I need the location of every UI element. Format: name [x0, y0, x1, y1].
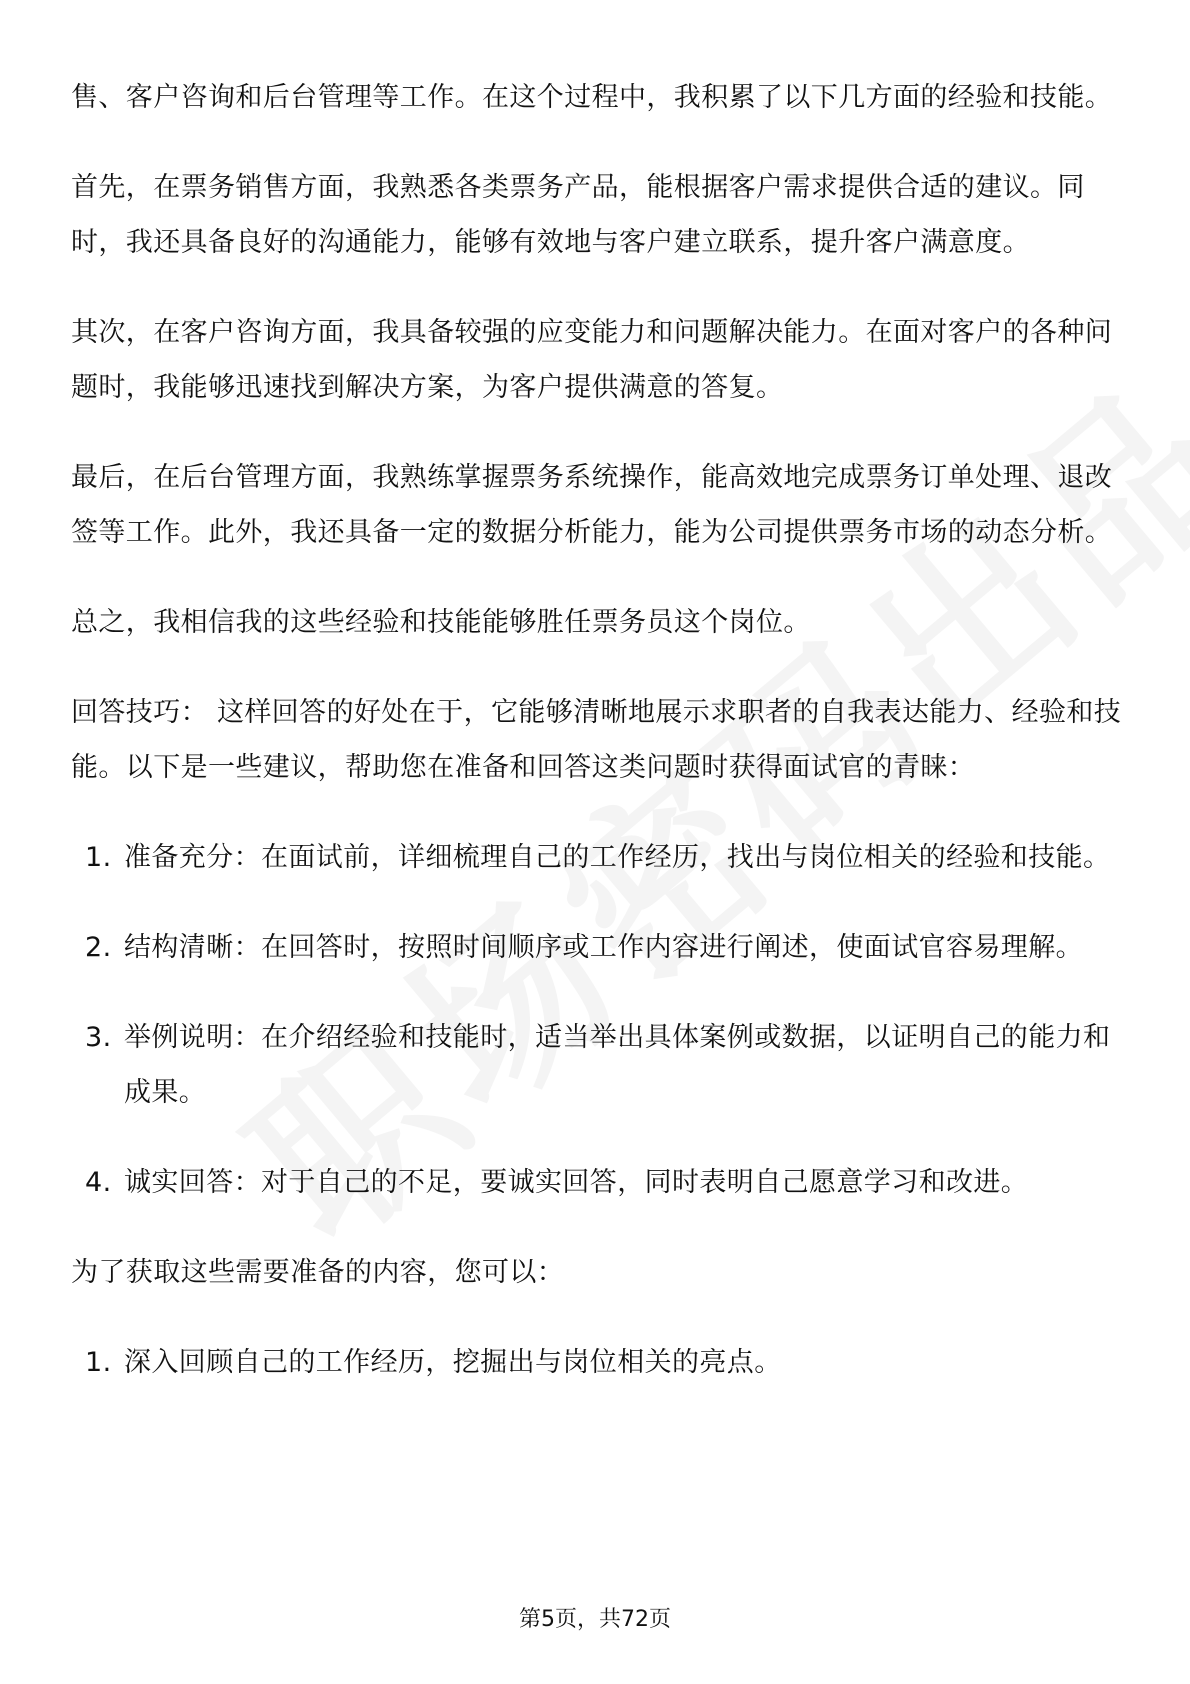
list-item — [71, 920, 1131, 975]
tips-list — [71, 830, 1131, 1210]
list-number: 4. — [85, 1167, 112, 1198]
list-item — [71, 830, 1131, 885]
list-item-text: 准备充分：在面试前，详细梳理自己的工作经历，找出与岗位相关的经验和技能。 — [124, 842, 1111, 873]
list-item — [71, 1010, 1131, 1120]
list-number: 1. — [85, 842, 112, 873]
paragraph: 售、客户咨询和后台管理等工作。在这个过程中，我积累了以下几方面的经验和技能。 — [71, 82, 1113, 113]
document-body — [71, 70, 1131, 1425]
paragraph: 其次，在客户咨询方面，我具备较强的应变能力和问题解决能力。在面对客户的各种问题时，我能够迅速找到解决方案，为客户提供满意的答复。 — [71, 317, 1113, 403]
list-number: 1. — [85, 1347, 112, 1378]
page-footer — [0, 1605, 1190, 1635]
list-item — [71, 1335, 1131, 1390]
page-number: 第5页，共72页 — [519, 1607, 671, 1632]
list-number: 2. — [85, 932, 112, 963]
paragraph: 最后，在后台管理方面，我熟练掌握票务系统操作，能高效地完成票务订单处理、退改签等工作。此外，我还具备一定的数据分析能力，能为公司提供票务市场的动态分析。 — [71, 462, 1113, 548]
list-item-text: 深入回顾自己的工作经历，挖掘出与岗位相关的亮点。 — [124, 1347, 782, 1378]
paragraph: 总之，我相信我的这些经验和技能能够胜任票务员这个岗位。 — [71, 607, 811, 638]
list-item-text: 诚实回答：对于自己的不足，要诚实回答，同时表明自己愿意学习和改进。 — [124, 1167, 1029, 1198]
list-item-text: 举例说明：在介绍经验和技能时，适当举出具体案例或数据，以证明自己的能力和成果。 — [124, 1022, 1111, 1108]
list-number: 3. — [85, 1022, 112, 1053]
list-item-text: 结构清晰：在回答时，按照时间顺序或工作内容进行阐述，使面试官容易理解。 — [124, 932, 1083, 963]
prepare-list — [71, 1335, 1131, 1390]
prepare-intro: 为了获取这些需要准备的内容，您可以： — [71, 1257, 565, 1288]
answer-tips-paragraph: 回答技巧： 这样回答的好处在于，它能够清晰地展示求职者的自我表达能力、经验和技能。以下是一些建议，帮助您在准备和回答这类问题时获得面试官的青睐： — [71, 697, 1122, 783]
list-item — [71, 1155, 1131, 1210]
paragraph: 首先，在票务销售方面，我熟悉各类票务产品，能根据客户需求提供合适的建议。同时，我还具备良好的沟通能力，能够有效地与客户建立联系，提升客户满意度。 — [71, 172, 1085, 258]
